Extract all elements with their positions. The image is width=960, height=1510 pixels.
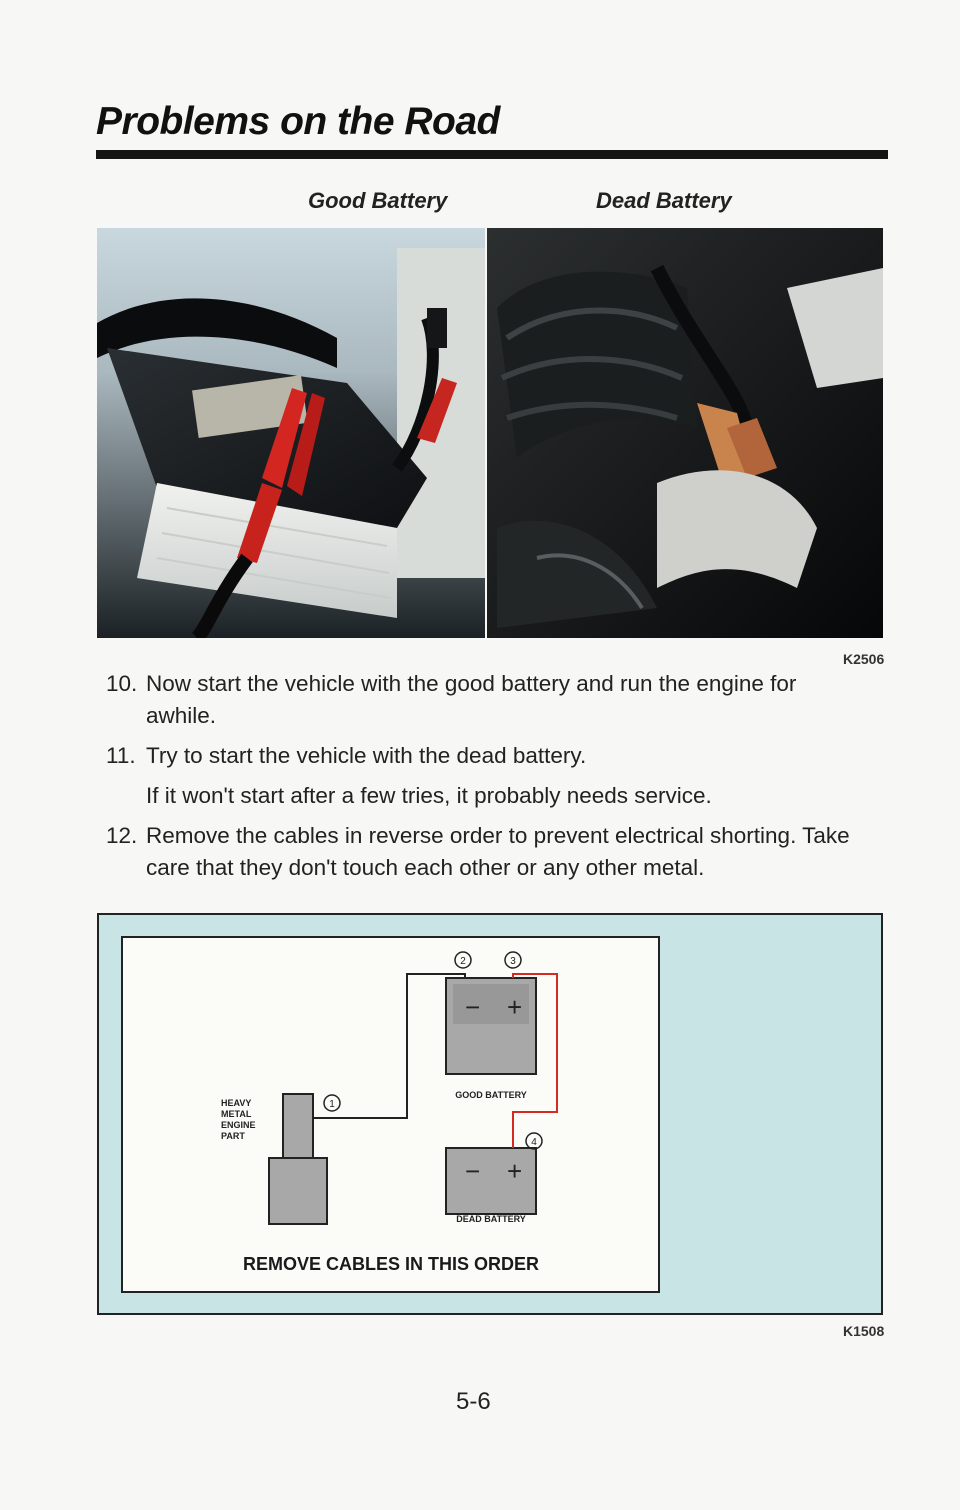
caption-good-battery: Good Battery — [308, 188, 448, 213]
svg-text:PART: PART — [221, 1131, 245, 1141]
svg-text:4: 4 — [531, 1137, 537, 1148]
step-10 — [106, 668, 866, 732]
callout-4 — [526, 1133, 542, 1149]
step-number: 10. — [106, 671, 138, 696]
step-11 — [106, 740, 866, 812]
good-battery — [446, 978, 536, 1074]
svg-text:1: 1 — [329, 1099, 335, 1110]
instruction-steps — [106, 668, 866, 892]
caption-dead-battery: Dead Battery — [596, 188, 732, 213]
step-text: Now start the vehicle with the good battery and run the engine for awhile. — [146, 671, 797, 728]
engine-part-label — [221, 1098, 256, 1141]
step-number: 11. — [106, 743, 136, 768]
step-text: Remove the cables in reverse order to prevent electrical shorting. Take care that they don't touch each other or any other metal. — [146, 823, 850, 880]
good-battery-label: GOOD BATTERY — [455, 1090, 527, 1100]
diagram-title: REMOVE CABLES IN THIS ORDER — [242, 1254, 540, 1274]
good-battery-minus: − — [465, 992, 481, 1022]
jump-start-photo — [97, 228, 883, 638]
dead-battery-minus: − — [465, 1156, 481, 1186]
step-text: Try to start the vehicle with the dead battery. — [146, 743, 587, 768]
callout-3 — [505, 952, 521, 968]
svg-text:METAL: METAL — [221, 1109, 252, 1119]
figure-code-k2506: K2506 — [843, 651, 885, 667]
title-rule — [96, 150, 888, 159]
good-battery-plus: + — [507, 992, 523, 1022]
callout-2 — [455, 952, 471, 968]
dead-battery-photo — [487, 228, 883, 638]
svg-text:HEAVY: HEAVY — [221, 1098, 252, 1108]
figure-code-k1508: K1508 — [843, 1323, 885, 1339]
page-title: Problems on the Road — [96, 100, 500, 143]
good-battery-photo — [97, 228, 485, 638]
dead-battery-label: DEAD BATTERY — [456, 1214, 526, 1224]
svg-text:ENGINE: ENGINE — [221, 1120, 256, 1130]
step-12 — [106, 820, 866, 884]
page-number: 5-6 — [456, 1388, 491, 1415]
step-number: 12. — [106, 823, 138, 848]
svg-text:3: 3 — [510, 956, 516, 967]
cable-removal-diagram — [121, 936, 660, 1293]
callout-1 — [324, 1095, 340, 1111]
engine-part — [269, 1094, 327, 1224]
step-note: If it won't start after a few tries, it probably needs service. — [146, 783, 712, 808]
dead-battery-plus: + — [507, 1156, 523, 1186]
svg-text:2: 2 — [460, 956, 466, 967]
dead-battery — [446, 1148, 536, 1214]
